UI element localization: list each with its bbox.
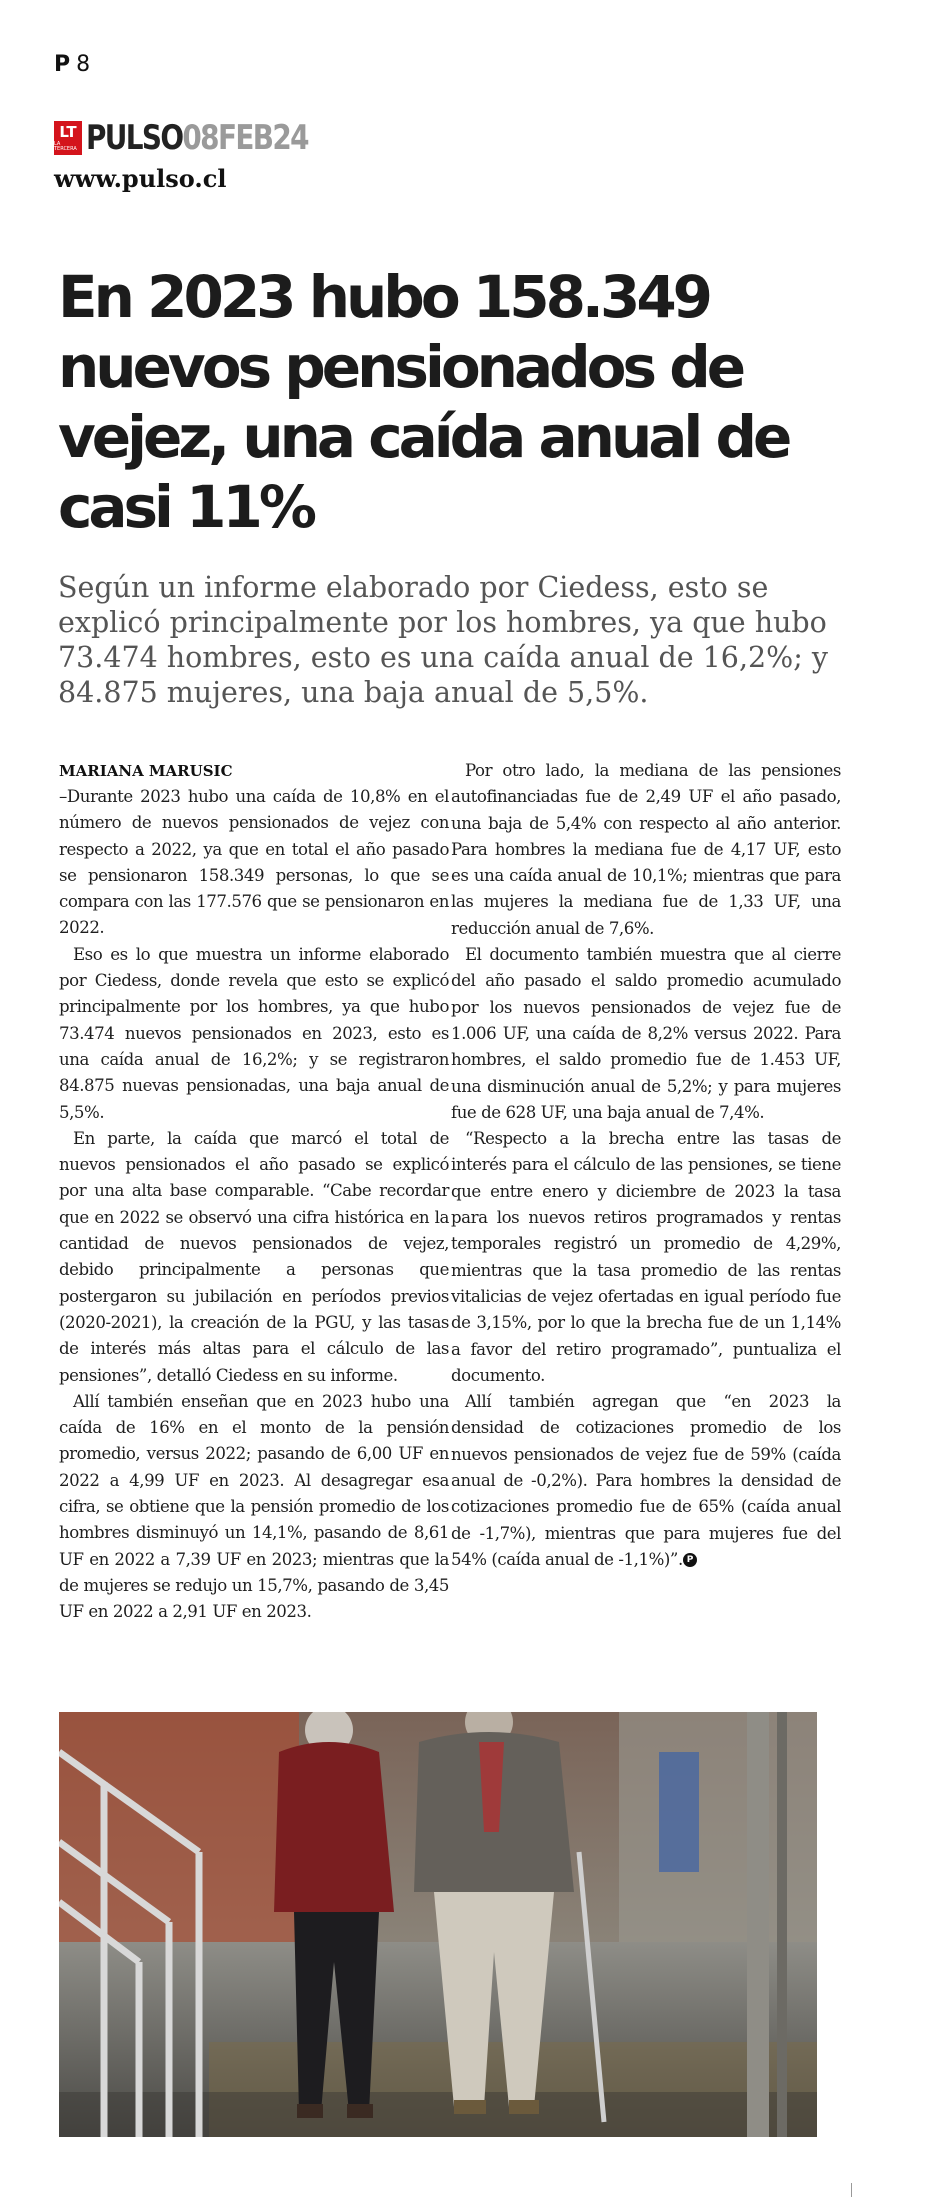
logo-letters: LT <box>59 122 77 141</box>
page-prefix: P <box>54 52 71 77</box>
elderly-couple-walking-photo <box>59 1712 817 2137</box>
logo-subtext: LA TERCERA <box>54 140 77 152</box>
corner-mark <box>851 2183 852 2197</box>
byline: MARIANA MARUSIC <box>59 762 233 780</box>
paragraph: “Respecto a la brecha entre las tasas de interés para el cálculo de las pensiones, se tiene que entre enero y diciembre de 2023 la tasa para los nuevos retiros programados y rentas temporales registró un promedio de 4,29%, mientras que la tasa promedio de las rentas vitalicias de vejez ofertadas en igual período fue de 3,15%, por lo que la brecha fue de un 1,14% a favor del retiro programado”, puntualiza el documento. <box>451 1129 841 1385</box>
masthead <box>54 118 357 158</box>
brand-name: PULSO <box>86 118 183 158</box>
website-url: www.pulso.cl <box>54 164 227 193</box>
article-column-left <box>59 758 449 1626</box>
article-deck: Según un informe elaborado por Ciedess, esto se explicó principalmente por los hombres, ya que hubo 73.474 hombres, esto es una caída anual de 16,2%; y 84.875 mujeres, una baja anual de 5,5%. <box>58 571 828 709</box>
page-number <box>54 52 90 77</box>
article-photo <box>59 1712 817 2137</box>
paragraph-text: Allí también agregan que “en 2023 la densidad de cotizaciones promedio de los nuevos pensionados de vejez fue de 59% (caída anual de -0,2%). Para hombres la densidad de cotizaciones promedio fue de 65% (caída anual de -1,7%), mientras que para mujeres fue del 54% (caída anual de -1,1%)”. <box>451 1392 841 1569</box>
issue-date: 08FEB24 <box>182 118 308 158</box>
la-tercera-logo <box>54 121 82 155</box>
paragraph: –Durante 2023 hubo una caída de 10,8% en el número de nuevos pensionados de vejez con respecto a 2022, ya que en total el año pasado se pensionaron 158.349 personas, lo que se compara con las 177.576 que se pensionaron en 2022. <box>59 787 449 938</box>
page-number-value: 8 <box>76 52 91 77</box>
paragraph: El documento también muestra que al cierre del año pasado el saldo promedio acumulado por los nuevos pensionados de vejez fue de 1.006 UF, una caída de 8,2% versus 2022. Para hombres, el saldo promedio fue de 1.453 UF, una disminución anual de 5,2%; y para mujeres fue de 628 UF, una baja anual de 7,4%. <box>451 945 841 1122</box>
paragraph: Por otro lado, la mediana de las pensiones autofinanciadas fue de 2,49 UF el año pasado, una baja de 5,4% con respecto al año anterior. Para hombres la mediana fue de 4,17 UF, esto es una caída anual de 10,1%; mientras que para las mujeres la mediana fue de 1,33 UF, una reducción anual de 7,6%. <box>451 761 841 938</box>
paragraph: En parte, la caída que marcó el total de nuevos pensionados el año pasado se explicó por una alta base comparable. “Cabe recordar que en 2022 se observó una cifra histórica en la cantidad de nuevos pensionados de vejez, debido principalmente a personas que postergaron su jubilación en períodos previos (2020-2021), la creación de la PGU, y las tasas de interés más altas para el cálculo de las pensiones”, detalló Ciedess en su informe. <box>59 1128 449 1385</box>
brand-title <box>86 118 308 158</box>
paragraph: Eso es lo que muestra un informe elaborado por Ciedess, donde revela que esto se explicó principalmente por los hombres, ya que hubo 73.474 nuevos pensionados en 2023, esto es una caída anual de 16,2%; y se registraron 84.875 nuevas pensionadas, una baja anual de 5,5%. <box>59 944 449 1122</box>
end-mark-icon: P <box>683 1553 697 1567</box>
paragraph: Allí también enseñan que en 2023 hubo una caída de 16% en el monto de la pensión promedio, versus 2022; pasando de 6,00 UF en 2022 a 4,99 UF en 2023. Al desagregar esa cifra, se obtiene que la pensión promedio de los hombres disminuyó un 14,1%, pasando de 8,61 UF en 2022 a 7,39 UF en 2023; mientras que la de mujeres se redujo un 15,7%, pasando de 3,45 UF en 2022 a 2,91 UF en 2023. <box>59 1391 449 1622</box>
article-column-right <box>451 758 841 1573</box>
paragraph <box>451 1389 841 1573</box>
article-headline: En 2023 hubo 158.349 nuevos pensionados de vejez, una caída anual de casi 11% <box>58 263 789 541</box>
